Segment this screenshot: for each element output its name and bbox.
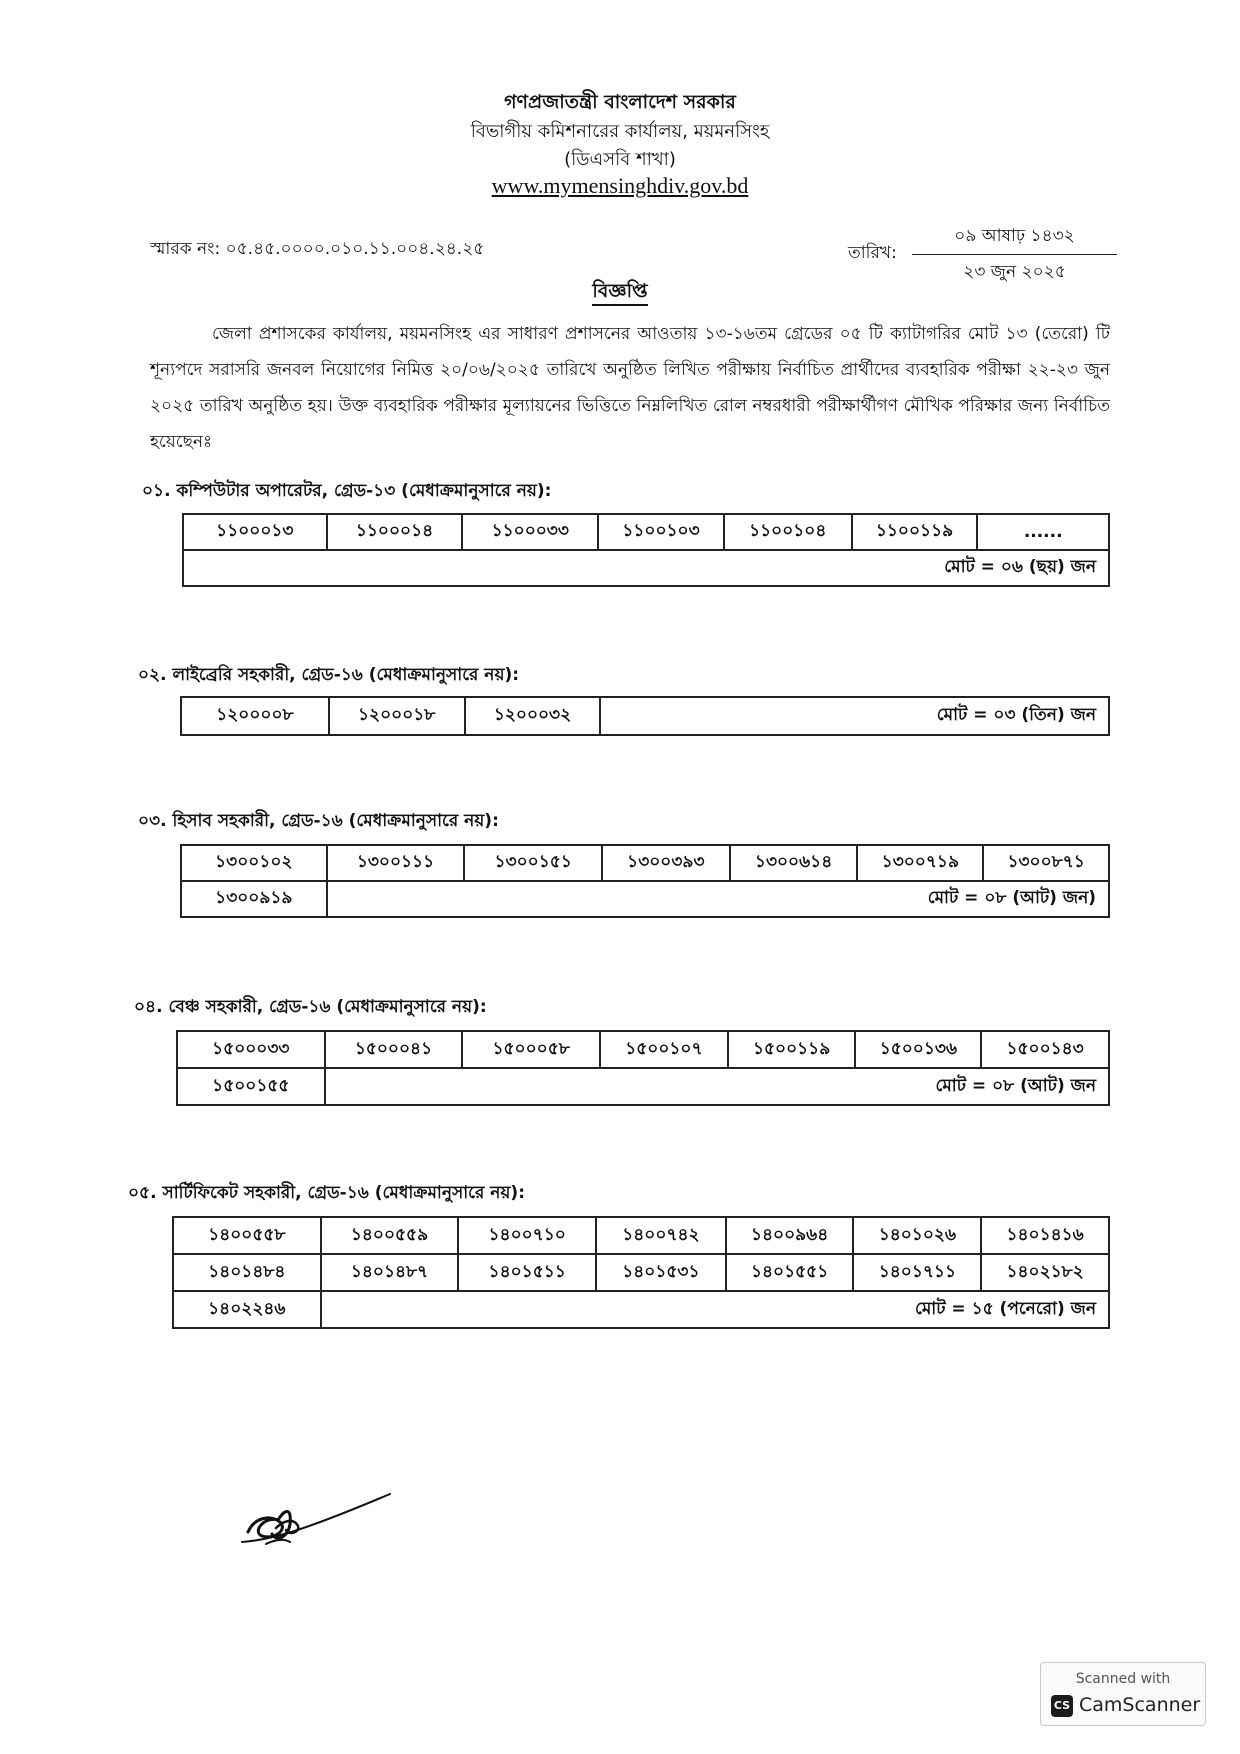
total-count: মোট = ০৮ (আট) জন)	[327, 881, 1109, 917]
roll-cell: ১৪০১০২৬	[853, 1217, 981, 1254]
roll-cell: ১৪০১৫৩১	[596, 1254, 726, 1291]
roll-table-2	[180, 696, 1110, 736]
notice-title-text: বিজ্ঞপ্তি	[592, 280, 647, 306]
roll-cell: ১২০০০৩২	[465, 697, 601, 735]
roll-cell: ১৫০০০৫৮	[462, 1031, 600, 1068]
roll-table-3	[180, 844, 1110, 918]
roll-cell: ১৪০১৫৫১	[726, 1254, 854, 1291]
signature	[240, 1480, 400, 1560]
table-row	[177, 1031, 1109, 1068]
roll-cell: ১৩০০৮৭১	[983, 845, 1109, 881]
roll-cell: ১৪০০৫৫৮	[173, 1217, 321, 1254]
roll-cell: ১৪০১৪৮৭	[321, 1254, 459, 1291]
roll-cell: ১৩০০৭১৯	[857, 845, 983, 881]
roll-table-5	[172, 1216, 1110, 1329]
roll-cell: ১৫০০১৪৩	[981, 1031, 1109, 1068]
total-count: মোট = ০৩ (তিন) জন	[600, 697, 1109, 735]
roll-cell: ১৫০০১৩৬	[855, 1031, 981, 1068]
roll-cell: ১৩০০১০২	[181, 845, 327, 881]
roll-cell: ১৪০২১৮২	[981, 1254, 1109, 1291]
roll-cell: ১৪০১৪৮৪	[173, 1254, 321, 1291]
category-heading-1: ০১. কম্পিউটার অপারেটর, গ্রেড-১৩ (মেধাক্রমানুসারে নয়):	[142, 481, 552, 501]
roll-cell: ১৩০০১৫১	[464, 845, 602, 881]
date-bangla: ০৯ আষাঢ় ১৪৩২	[912, 223, 1117, 255]
roll-cell: ১১০০০১৪	[327, 514, 463, 550]
website-link[interactable]: www.mymensinghdiv.gov.bd	[491, 173, 749, 198]
roll-cell: ১২০০০০৮	[181, 697, 329, 735]
roll-cell: ১৪০২২৪৬	[173, 1291, 321, 1328]
table-row	[173, 1217, 1109, 1254]
camscanner-icon: CS	[1051, 1695, 1073, 1717]
roll-cell: ১৩০০৯১৯	[181, 881, 327, 917]
table-row	[183, 514, 1109, 550]
roll-cell: ১৩০০৩৯৩	[602, 845, 730, 881]
roll-table-4	[176, 1030, 1110, 1106]
roll-cell: ১৩০০১১১	[327, 845, 465, 881]
category-heading-4: ০৪. বেঞ্চ সহকারী, গ্রেড-১৬ (মেধাক্রমানুসারে নয়):	[134, 997, 487, 1017]
roll-cell: ১১০০০১৩	[183, 514, 327, 550]
roll-cell: ১১০০১১৯	[852, 514, 978, 550]
category-heading-3: ০৩. হিসাব সহকারী, গ্রেড-১৬ (মেধাক্রমানুসারে নয়):	[138, 811, 499, 831]
roll-cell: ১৪০১৫১১	[458, 1254, 596, 1291]
roll-cell: ১৪০০৭১০	[458, 1217, 596, 1254]
roll-cell: ১৫০০১৫৫	[177, 1068, 325, 1105]
total-count: মোট = ১৫ (পনেরো) জন	[321, 1291, 1109, 1328]
camscanner-name: CamScanner	[1079, 1694, 1201, 1716]
table-row	[183, 550, 1109, 586]
table-row	[173, 1291, 1109, 1328]
roll-cell: ১৫০০০৩৩	[177, 1031, 325, 1068]
memo-number: স্মারক নং: ০৫.৪৫.০০০০.০১০.১১.০০৪.২৪.২৫	[150, 239, 485, 259]
date-label: তারিখ:	[848, 243, 897, 263]
roll-cell: ১১০০০৩৩	[462, 514, 598, 550]
roll-cell: ১৫০০০৪১	[325, 1031, 463, 1068]
notice-title	[0, 277, 1240, 309]
roll-cell: ১১০০১০৩	[598, 514, 724, 550]
roll-cell: ১৪০১৭১১	[853, 1254, 981, 1291]
category-heading-5: ০৫. সার্টিফিকেট সহকারী, গ্রেড-১৬ (মেধাক্রমানুসারে নয়):	[128, 1183, 526, 1203]
date-english: ২৩ জুন ২০২৫	[963, 262, 1066, 282]
roll-cell: ১৪০১৪১৬	[981, 1217, 1109, 1254]
total-count: মোট = ০৮ (আট) জন	[325, 1068, 1109, 1105]
table-row	[177, 1068, 1109, 1105]
table-row	[181, 845, 1109, 881]
roll-cell: ১৩০০৬১৪	[730, 845, 858, 881]
roll-cell: ১৪০০৯৬৪	[726, 1217, 854, 1254]
branch-name: (ডিএসবি শাখা)	[564, 149, 676, 170]
roll-table-1	[182, 513, 1110, 587]
notice-paragraph: জেলা প্রশাসকের কার্যালয়, ময়মনসিংহ এর সাধারণ প্রশাসনের আওতায় ১৩-১৬তম গ্রেডের ০৫ টি ক্যাটাগরির মোট ১৩ (তেরো) টি শূন্যপদে সরাসরি জনবল নিয়োগের নিমিত্ত ২০/০৬/২০২৫ তারিখে অনুষ্ঠিত লিখিত পরীক্ষায় নির্বাচিত প্রার্থীদের ব্যবহারিক পরীক্ষা ২২-২৩ জুন ২০২৫ তারিখ অনুষ্ঠিত হয়। উক্ত ব্যবহারিক পরীক্ষার মূল্যায়নের ভিত্তিতে নিম্নলিখিত রোল নম্বরধারী পরীক্ষার্থীগণ মৌখিক পরিক্ষার জন্য নির্বাচিত হয়েছেনঃ	[150, 324, 1110, 452]
roll-cell: ১২০০০১৮	[329, 697, 465, 735]
table-row	[173, 1254, 1109, 1291]
notice-body	[150, 316, 1110, 460]
scanned-with-label: Scanned with	[1075, 1671, 1171, 1687]
roll-cell: ......	[977, 514, 1109, 550]
total-count: মোট = ০৬ (ছয়) জন	[183, 550, 1109, 586]
government-title: গণপ্রজাতন্ত্রী বাংলাদেশ সরকার	[504, 91, 736, 113]
roll-cell: ১৪০০৫৫৯	[321, 1217, 459, 1254]
table-row	[181, 697, 1109, 735]
roll-cell: ১৪০০৭৪২	[596, 1217, 726, 1254]
office-name: বিভাগীয় কমিশনারের কার্যালয়, ময়মনসিংহ	[470, 121, 770, 142]
table-row	[181, 881, 1109, 917]
camscanner-badge	[1040, 1662, 1206, 1726]
roll-cell: ১৫০০১০৭	[600, 1031, 728, 1068]
category-heading-2: ০২. লাইব্রেরি সহকারী, গ্রেড-১৬ (মেধাক্রমানুসারে নয়):	[138, 665, 520, 685]
roll-cell: ১১০০১০৪	[724, 514, 852, 550]
roll-cell: ১৫০০১১৯	[728, 1031, 856, 1068]
